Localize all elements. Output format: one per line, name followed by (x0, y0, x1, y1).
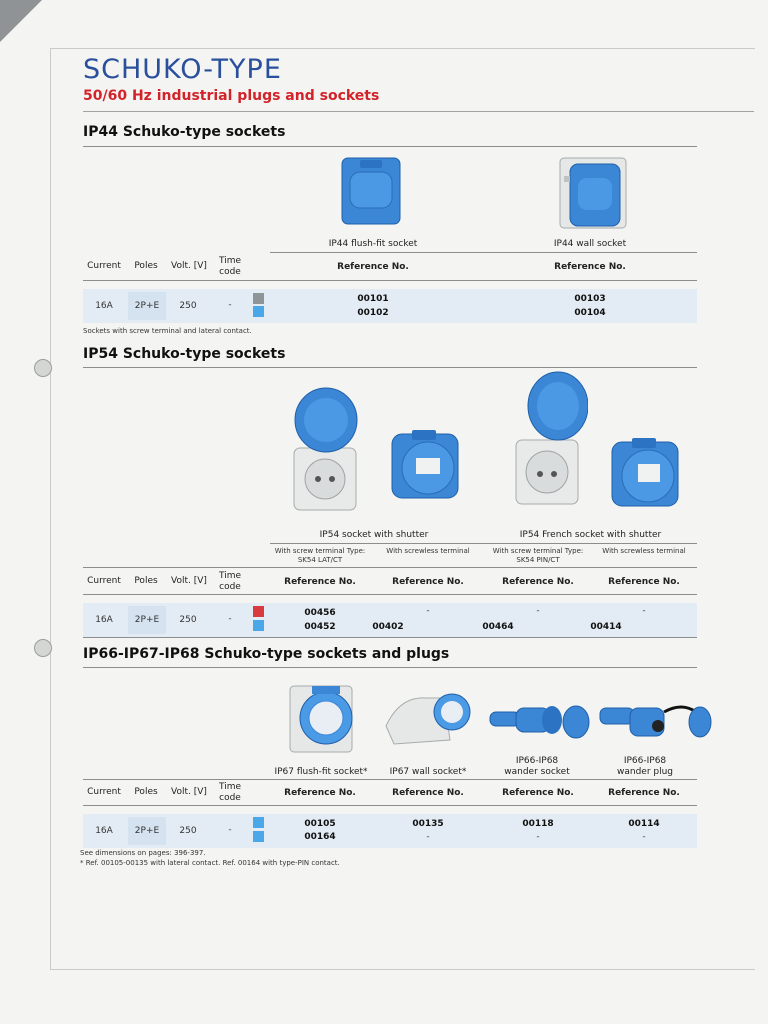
s3-col-volt: Volt. [V] (171, 787, 207, 797)
section3-note-2: * Ref. 00105-00135 with lateral contact. Ref. 00164 with type-PIN contact. (80, 859, 340, 867)
section3-rule (83, 667, 697, 668)
s3-header-rule (83, 805, 697, 806)
ref-00135: 00135 (412, 819, 444, 829)
s3-current: 16A (95, 826, 113, 836)
section3-caption-rule (83, 779, 697, 780)
s2-subcol-4: With screwless terminal (602, 547, 686, 555)
ref-00452: 00452 (304, 622, 336, 632)
ip66-wander-plug-caption: IP66-IP68 wander plug (616, 756, 674, 777)
blue-time-swatch-s3b (253, 831, 264, 842)
ip66-wander-socket-caption: IP66-IP68 wander socket (504, 756, 570, 777)
ref-00402: 00402 (372, 622, 404, 632)
s1-header-rule (83, 280, 697, 281)
grey-time-swatch (253, 293, 264, 304)
s2-col-time: Time code (218, 571, 242, 592)
ip44-flush-socket-image (336, 154, 406, 232)
section1-rule (83, 146, 697, 147)
s1-col-volt: Volt. [V] (171, 261, 207, 271)
s2-ref-header-3: Reference No. (502, 577, 574, 587)
ref-00103: 00103 (574, 294, 606, 304)
s2-volt: 250 (179, 615, 197, 625)
ip66-wander-socket-image (486, 700, 592, 746)
s3-ref-header-3: Reference No. (502, 788, 574, 798)
section2-title: IP54 Schuko-type sockets (83, 346, 286, 362)
s2-ref-header-1: Reference No. (284, 577, 356, 587)
s1-volt: 250 (179, 301, 197, 311)
binder-hole-bottom (34, 639, 52, 657)
s1-time: - (228, 300, 232, 310)
ip54-french-screwless-socket-image (608, 436, 682, 510)
s2-subcol-3: With screw terminal Type: SK54 PIN/CT (492, 547, 584, 564)
ip54-screwless-socket-image (388, 428, 462, 502)
ref-00464: 00464 (482, 622, 514, 632)
s2-header-rule (83, 594, 697, 595)
section1-title: IP44 Schuko-type sockets (83, 124, 286, 140)
ip54-shutter-socket-image (288, 384, 364, 516)
s1-ref-header-2: Reference No. (554, 262, 626, 272)
s2-row-rule (83, 637, 697, 638)
section3-note-1: See dimensions on pages: 396-397. (80, 849, 206, 857)
section2-rule (83, 367, 697, 368)
s2-time: - (228, 614, 232, 624)
ip54-shutter-group-caption: IP54 socket with shutter (319, 530, 429, 540)
s1-current: 16A (95, 301, 113, 311)
scan-corner (0, 0, 42, 42)
s3-poles: 2P+E (128, 817, 166, 845)
s2-col-current: Current (87, 576, 121, 586)
ip66-wander-plug-image (598, 700, 714, 746)
page-subtitle: 50/60 Hz industrial plugs and sockets (83, 88, 380, 104)
ref-dash-s3-3: - (536, 832, 540, 842)
page-title: SCHUKO-TYPE (83, 54, 282, 85)
s1-col-time: Time code (218, 256, 242, 277)
ip67-wall-caption: IP67 wall socket* (389, 767, 467, 777)
ref-00456: 00456 (304, 608, 336, 618)
s2-col-poles: Poles (134, 576, 158, 586)
ref-00414: 00414 (590, 622, 622, 632)
s2-ref-header-4: Reference No. (608, 577, 680, 587)
ref-00102: 00102 (357, 308, 389, 318)
red-time-swatch (253, 606, 264, 617)
s2-current: 16A (95, 615, 113, 625)
ref-00114: 00114 (628, 819, 660, 829)
s1-col-current: Current (87, 261, 121, 271)
binder-hole-top (34, 359, 52, 377)
section1-caption-rule (270, 252, 697, 253)
s1-col-poles: Poles (134, 261, 158, 271)
blue-time-swatch (253, 306, 264, 317)
ip67-flush-socket-image (286, 682, 358, 756)
ip54-french-shutter-socket-image (508, 370, 588, 510)
s3-col-time: Time code (218, 782, 242, 803)
s3-time: - (228, 825, 232, 835)
ref-dash-s3-2: - (426, 832, 430, 842)
ref-00105: 00105 (304, 819, 336, 829)
ref-00118: 00118 (522, 819, 554, 829)
ref-dash-3: - (536, 606, 540, 616)
ip54-french-group-caption: IP54 French socket with shutter (519, 530, 662, 540)
s2-subcol-rule (83, 567, 697, 568)
ref-00101: 00101 (357, 294, 389, 304)
section3-title: IP66-IP67-IP68 Schuko-type sockets and plugs (83, 646, 450, 662)
s3-col-current: Current (87, 787, 121, 797)
s1-ref-header-1: Reference No. (337, 262, 409, 272)
s3-ref-header-1: Reference No. (284, 788, 356, 798)
s2-subcol-1: With screw terminal Type: SK54 LAT/CT (274, 547, 366, 564)
s3-ref-header-4: Reference No. (608, 788, 680, 798)
ref-dash-4: - (642, 606, 646, 616)
ip44-wall-caption: IP44 wall socket (553, 239, 627, 249)
section1-note: Sockets with screw terminal and lateral contact. (83, 327, 252, 335)
s2-col-volt: Volt. [V] (171, 576, 207, 586)
s2-poles: 2P+E (128, 606, 166, 634)
blue-time-swatch-s3a (253, 817, 264, 828)
s3-ref-header-2: Reference No. (392, 788, 464, 798)
ref-dash-s3-4: - (642, 832, 646, 842)
ref-00164: 00164 (304, 832, 336, 842)
blue-time-swatch-s2 (253, 620, 264, 631)
header-rule (83, 111, 754, 112)
section2-group-rule (270, 543, 697, 544)
s2-ref-header-2: Reference No. (392, 577, 464, 587)
s3-col-poles: Poles (134, 787, 158, 797)
s2-subcol-2: With screwless terminal (386, 547, 470, 555)
ip67-flush-caption: IP67 flush-fit socket* (274, 767, 368, 777)
ip67-wall-socket-image (380, 686, 472, 750)
ref-dash-2: - (426, 606, 430, 616)
ip44-flush-caption: IP44 flush-fit socket (328, 239, 418, 249)
s3-volt: 250 (179, 826, 197, 836)
ref-00104: 00104 (574, 308, 606, 318)
ip44-wall-socket-image (556, 154, 630, 234)
s1-poles: 2P+E (128, 292, 166, 320)
